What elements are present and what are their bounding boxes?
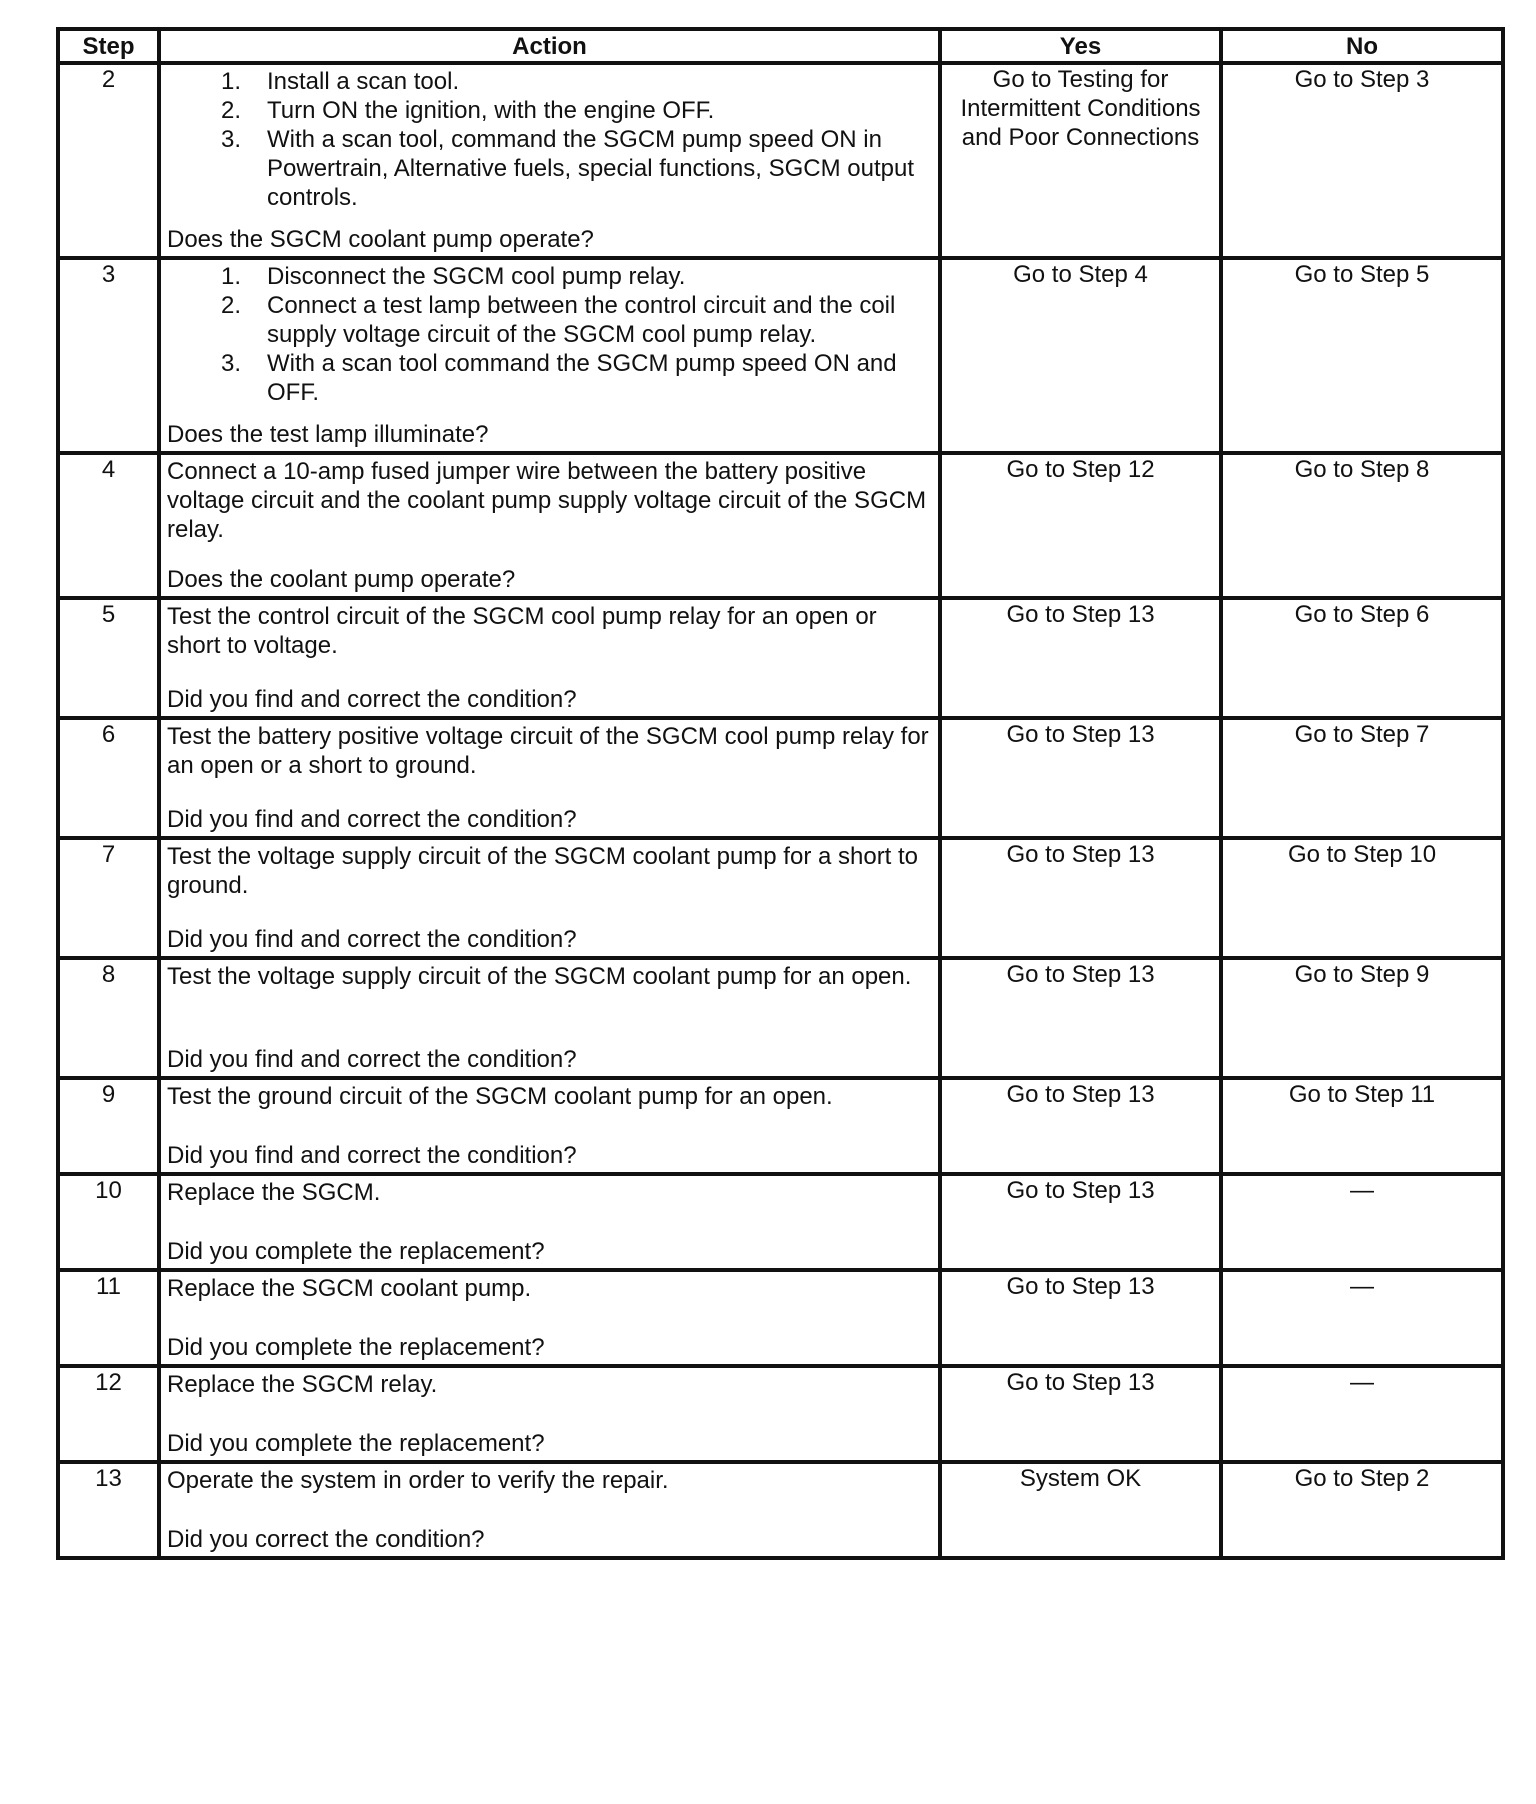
no-cell: Go to Step 7 — [1221, 718, 1503, 838]
no-cell: Go to Step 10 — [1221, 838, 1503, 958]
no-cell: Go to Step 11 — [1221, 1078, 1503, 1174]
list-item-text: Disconnect the SGCM cool pump relay. — [267, 263, 686, 290]
no-cell: Go to Step 8 — [1221, 453, 1503, 598]
action-text: Replace the SGCM relay. — [167, 1371, 438, 1398]
action-question: Did you complete the replacement? — [167, 1430, 545, 1457]
action-text: Replace the SGCM coolant pump. — [167, 1275, 532, 1302]
action-text: Test the voltage supply circuit of the SGCM coolant pump for a short to ground. — [167, 843, 919, 899]
action-question: Did you complete the replacement? — [167, 1238, 545, 1265]
action-question: Does the test lamp illuminate? — [167, 421, 489, 448]
header-yes: Yes — [940, 29, 1221, 63]
table-row — [58, 1174, 1503, 1270]
step-number: 11 — [58, 1270, 159, 1366]
yes-cell: Go to Step 13 — [940, 1174, 1221, 1270]
action-question: Did you find and correct the condition? — [167, 1142, 577, 1169]
step-number: 13 — [58, 1462, 159, 1558]
list-item: 3. With a scan tool, command the SGCM pump speed ON in Powertrain, Alternative fuels, special functions, SGCM output controls. — [221, 126, 914, 211]
yes-text: Go to Testing for Intermittent Conditions and Poor Connections — [960, 66, 1201, 151]
action-list — [167, 67, 932, 212]
action-question: Did you find and correct the condition? — [167, 926, 577, 953]
no-cell: — — [1221, 1270, 1503, 1366]
action-question: Did you complete the replacement? — [167, 1334, 545, 1361]
action-cell — [159, 718, 940, 838]
step-number: 2 — [58, 63, 159, 258]
action-text: Test the voltage supply circuit of the SGCM coolant pump for an open. — [167, 963, 912, 990]
action-question: Did you find and correct the condition? — [167, 806, 577, 833]
step-number: 10 — [58, 1174, 159, 1270]
action-question: Does the coolant pump operate? — [167, 566, 516, 593]
yes-cell: Go to Step 13 — [940, 1366, 1221, 1462]
yes-cell: Go to Step 13 — [940, 718, 1221, 838]
table-row — [58, 1366, 1503, 1462]
table-header — [58, 29, 1503, 63]
action-question: Does the SGCM coolant pump operate? — [167, 226, 594, 253]
yes-cell: System OK — [940, 1462, 1221, 1558]
step-number: 6 — [58, 718, 159, 838]
header-step: Step — [58, 29, 159, 63]
table-row — [58, 258, 1503, 453]
table-row — [58, 1078, 1503, 1174]
step-number: 5 — [58, 598, 159, 718]
diagnostic-table — [56, 27, 1505, 1560]
list-item-text: Turn ON the ignition, with the engine OFF. — [267, 97, 715, 124]
action-text: Test the battery positive voltage circuit of the SGCM cool pump relay for an open or a short to ground. — [167, 723, 929, 779]
no-cell: Go to Step 9 — [1221, 958, 1503, 1078]
action-cell — [159, 958, 940, 1078]
no-cell: Go to Step 2 — [1221, 1462, 1503, 1558]
action-cell — [159, 1174, 940, 1270]
list-item-text: Connect a test lamp between the control circuit and the coil supply voltage circuit of the SGCM cool pump relay. — [267, 292, 896, 348]
action-text: Connect a 10-amp fused jumper wire between the battery positive voltage circuit and the coolant pump supply voltage circuit of the SGCM relay. — [167, 458, 927, 543]
table-row — [58, 1462, 1503, 1558]
action-cell — [159, 1366, 940, 1462]
no-cell: — — [1221, 1366, 1503, 1462]
action-question: Did you find and correct the condition? — [167, 686, 577, 713]
action-cell — [159, 838, 940, 958]
table-body — [58, 63, 1503, 1558]
header-row — [58, 29, 1503, 63]
action-list — [167, 262, 932, 407]
list-item: 3. With a scan tool command the SGCM pump speed ON and OFF. — [221, 350, 897, 406]
list-item: 2. Turn ON the ignition, with the engine OFF. — [221, 97, 715, 124]
no-cell: Go to Step 3 — [1221, 63, 1503, 258]
list-item-text: Install a scan tool. — [267, 68, 460, 95]
yes-cell — [940, 63, 1221, 258]
list-item: 1. Disconnect the SGCM cool pump relay. — [221, 263, 686, 290]
action-cell — [159, 1462, 940, 1558]
action-text: Operate the system in order to verify the repair. — [167, 1467, 669, 1494]
yes-cell: Go to Step 13 — [940, 1270, 1221, 1366]
list-item-text: With a scan tool command the SGCM pump speed ON and OFF. — [267, 350, 897, 406]
action-text: Test the control circuit of the SGCM cool pump relay for an open or short to voltage. — [167, 603, 877, 659]
list-item: 1. Install a scan tool. — [221, 68, 460, 95]
yes-cell: Go to Step 13 — [940, 1078, 1221, 1174]
action-cell — [159, 598, 940, 718]
no-cell: Go to Step 5 — [1221, 258, 1503, 453]
step-number: 4 — [58, 453, 159, 598]
action-question: Did you correct the condition? — [167, 1526, 485, 1553]
list-item: 2. Connect a test lamp between the control circuit and the coil supply voltage circuit of the SGCM cool pump relay. — [221, 292, 896, 348]
action-cell — [159, 63, 940, 258]
yes-cell: Go to Step 13 — [940, 598, 1221, 718]
action-cell — [159, 453, 940, 598]
header-action: Action — [159, 29, 940, 63]
table-row — [58, 598, 1503, 718]
table-row — [58, 718, 1503, 838]
table-row — [58, 838, 1503, 958]
table-row — [58, 453, 1503, 598]
yes-cell: Go to Step 4 — [940, 258, 1221, 453]
action-question: Did you find and correct the condition? — [167, 1046, 577, 1073]
action-cell — [159, 1078, 940, 1174]
header-no: No — [1221, 29, 1503, 63]
step-number: 3 — [58, 258, 159, 453]
table-row — [58, 958, 1503, 1078]
step-number: 7 — [58, 838, 159, 958]
action-text: Test the ground circuit of the SGCM coolant pump for an open. — [167, 1083, 833, 1110]
list-item-text: With a scan tool, command the SGCM pump speed ON in Powertrain, Alternative fuels, special functions, SGCM output controls. — [267, 126, 914, 211]
yes-cell: Go to Step 13 — [940, 958, 1221, 1078]
action-text: Replace the SGCM. — [167, 1179, 381, 1206]
no-cell: Go to Step 6 — [1221, 598, 1503, 718]
table-row — [58, 1270, 1503, 1366]
yes-cell: Go to Step 13 — [940, 838, 1221, 958]
step-number: 9 — [58, 1078, 159, 1174]
action-cell — [159, 258, 940, 453]
step-number: 12 — [58, 1366, 159, 1462]
no-cell: — — [1221, 1174, 1503, 1270]
yes-cell: Go to Step 12 — [940, 453, 1221, 598]
step-number: 8 — [58, 958, 159, 1078]
table-row — [58, 63, 1503, 258]
action-cell — [159, 1270, 940, 1366]
